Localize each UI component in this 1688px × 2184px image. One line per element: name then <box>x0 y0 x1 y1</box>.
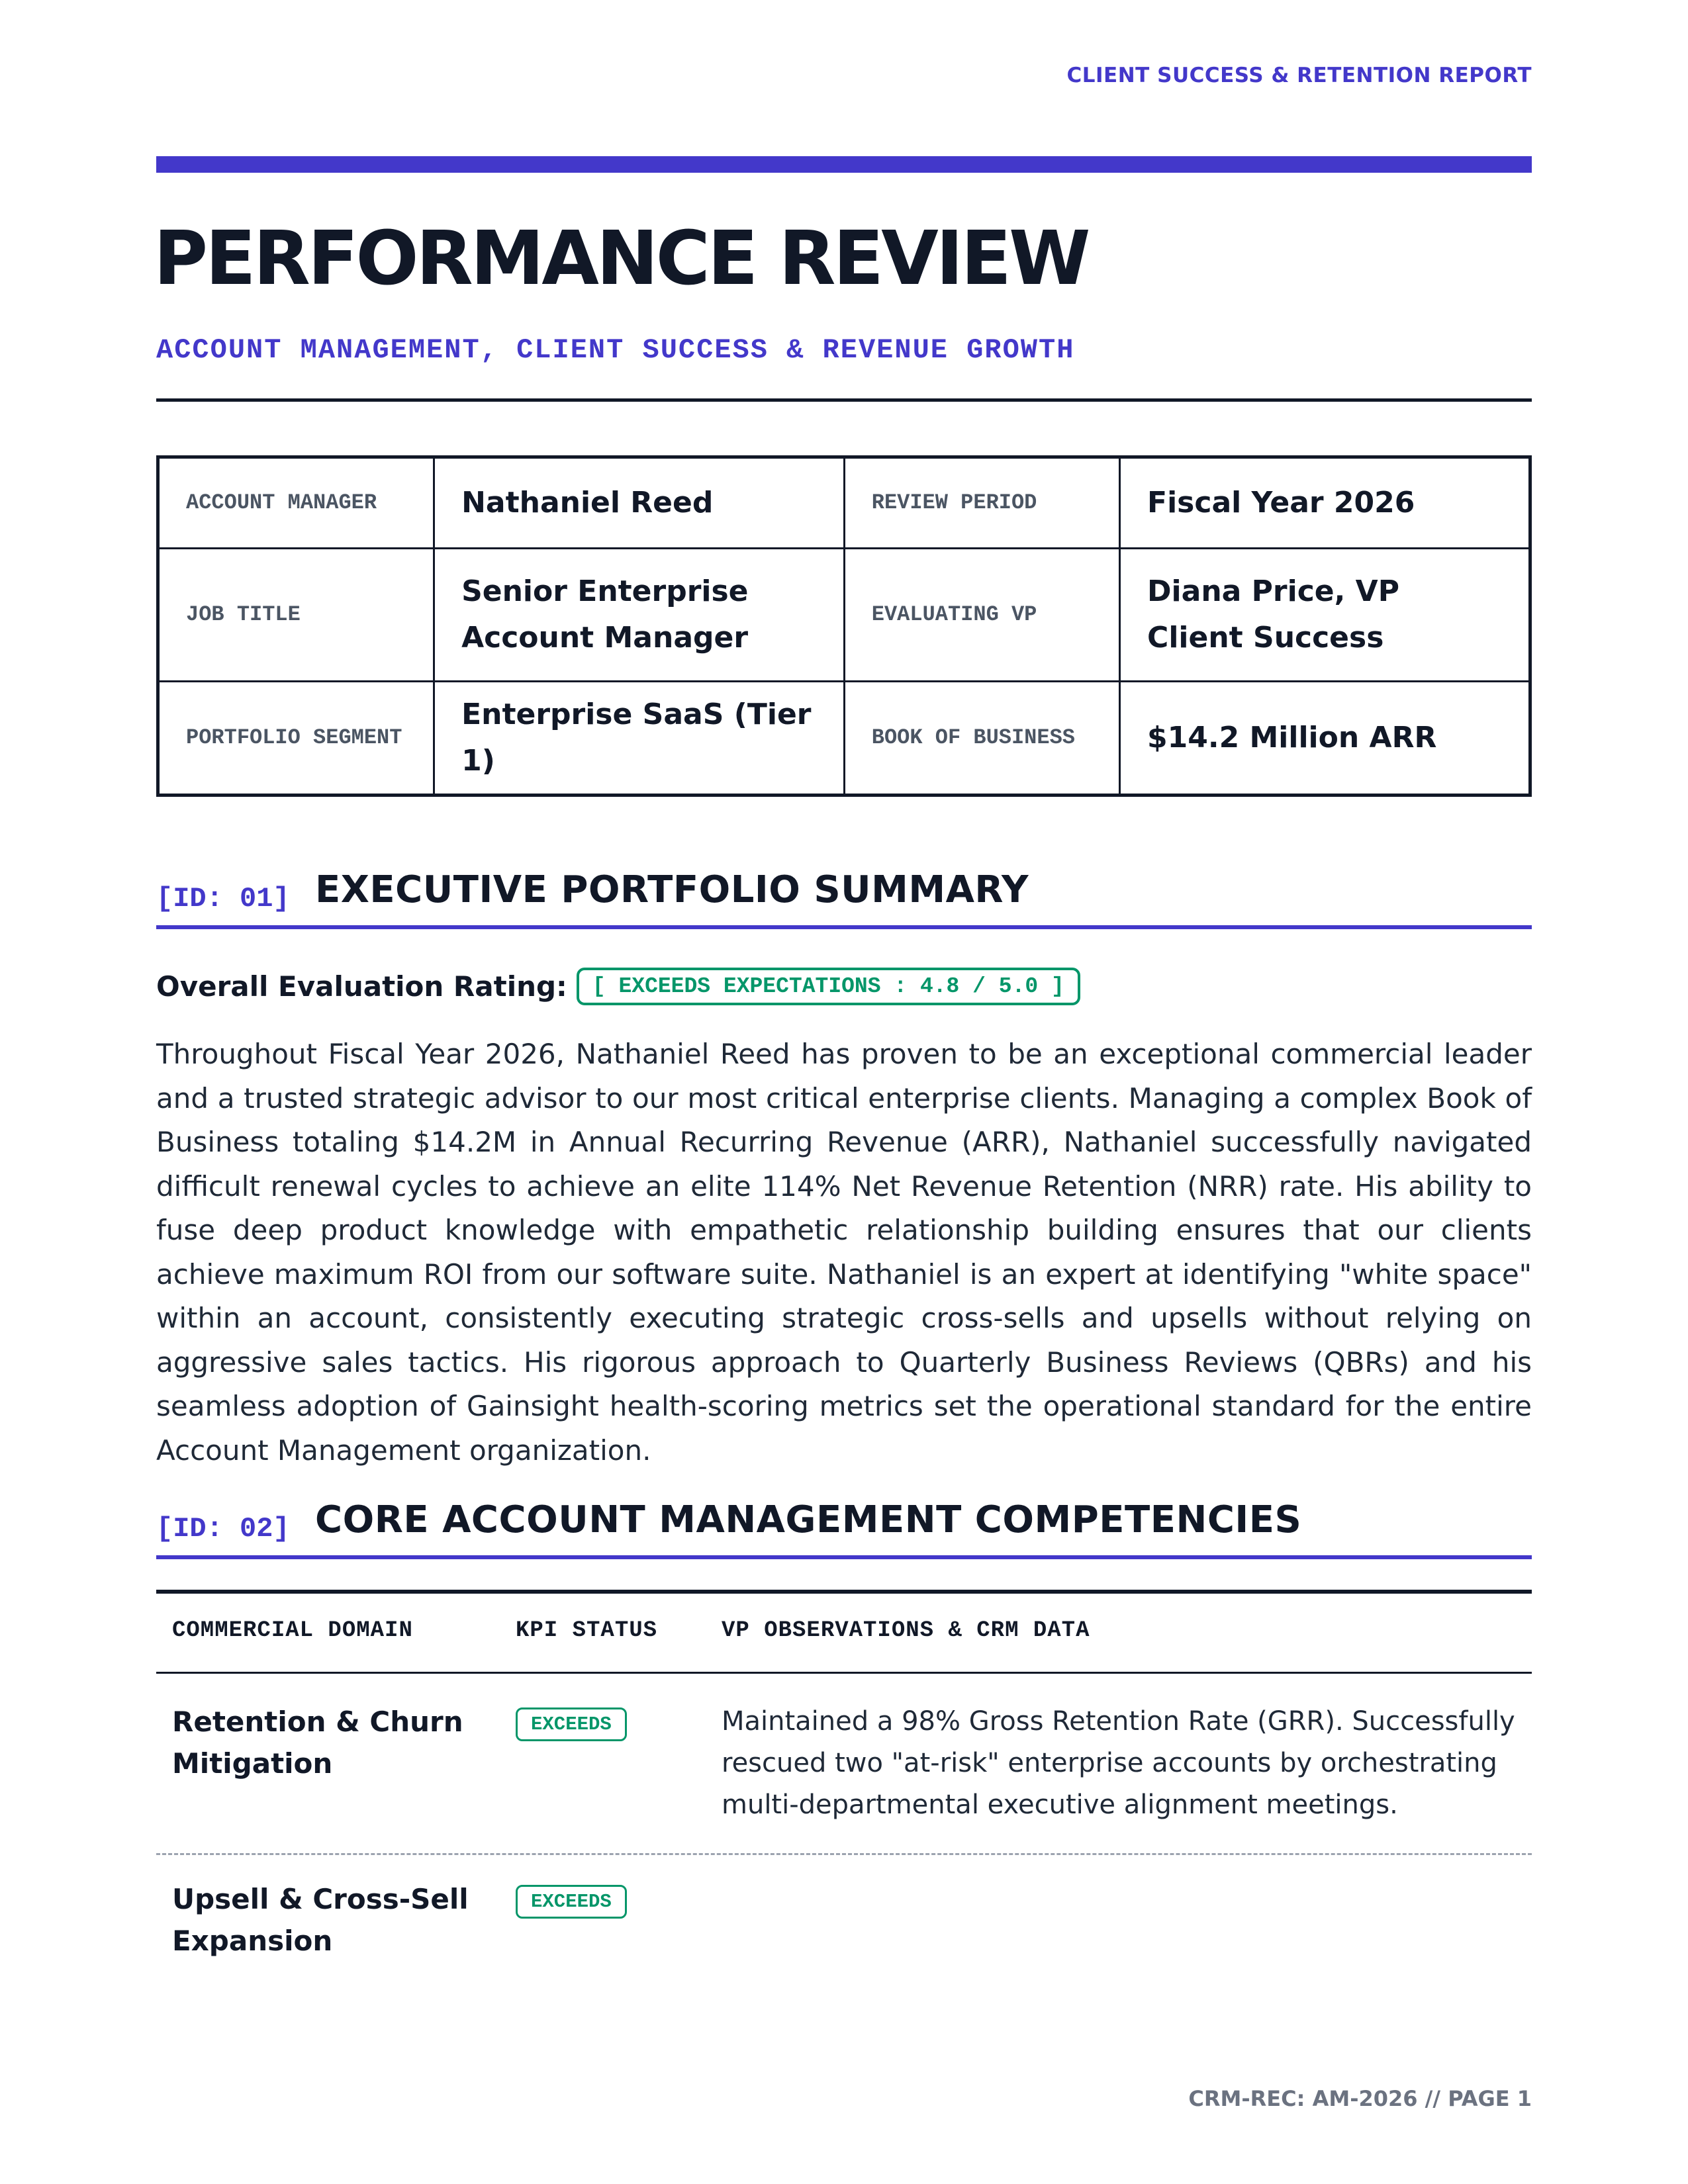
row-divider <box>156 1853 1532 1855</box>
page-title: PERFORMANCE REVIEW <box>154 216 1088 302</box>
column-header-kpi: KPI STATUS <box>516 1618 658 1643</box>
review-period-value: Fiscal Year 2026 <box>1120 457 1530 549</box>
column-header-domain: COMMERCIAL DOMAIN <box>172 1618 413 1643</box>
job-title-label: JOB TITLE <box>158 549 434 682</box>
accent-bar <box>156 156 1532 173</box>
section-id: [ID: 01] <box>156 883 290 915</box>
section-header-02 <box>156 1494 1532 1559</box>
report-label: CLIENT SUCCESS & RETENTION REPORT <box>1066 64 1532 87</box>
portfolio-segment-value: Enterprise SaaS (Tier 1) <box>434 682 845 796</box>
account-manager-value: Nathaniel Reed <box>434 457 845 549</box>
overall-rating <box>156 968 1080 1005</box>
column-header-observations: VP OBSERVATIONS & CRM DATA <box>722 1618 1090 1643</box>
section-title: EXECUTIVE PORTFOLIO SUMMARY <box>315 868 1029 911</box>
employee-info-table <box>156 455 1532 797</box>
portfolio-segment-label: PORTFOLIO SEGMENT <box>158 682 434 796</box>
kpi-status-badge: EXCEEDS <box>516 1707 627 1741</box>
competency-domain: Retention & Churn Mitigation <box>172 1706 463 1780</box>
page-footer: CRM-REC: AM-2026 // PAGE 1 <box>1188 2086 1532 2111</box>
account-manager-label: ACCOUNT MANAGER <box>158 457 434 549</box>
book-of-business-value: $14.2 Million ARR <box>1120 682 1530 796</box>
section-id: [ID: 02] <box>156 1513 290 1545</box>
competency-domain: Upsell & Cross-Sell Expansion <box>172 1883 469 1957</box>
kpi-status-badge: EXCEEDS <box>516 1885 627 1919</box>
section-header-01 <box>156 864 1532 929</box>
table-header-rule <box>156 1672 1532 1674</box>
rating-badge: [ EXCEEDS EXPECTATIONS : 4.8 / 5.0 ] <box>577 968 1080 1005</box>
evaluating-vp-value: Diana Price, VP Client Success <box>1120 549 1530 682</box>
section-title: CORE ACCOUNT MANAGEMENT COMPETENCIES <box>315 1498 1302 1541</box>
book-of-business-label: BOOK OF BUSINESS <box>844 682 1119 796</box>
executive-summary: Throughout Fiscal Year 2026, Nathaniel Reed has proven to be an exceptional commercial leader and a trusted strategic advisor to our most critical enterprise clients. Managing a complex Book of Business totaling $14.2M in Annual Recurring Revenue (ARR), Nathaniel successfully navigated difficult renewal cycles to achieve an elite 114% Net Revenue Retention (NRR) rate. His ability to fuse deep product knowledge with empathetic relationship building ensures that our clients achieve maximum ROI from our software suite. Nathaniel is an expert at identifying "white space" within an account, consistently executing strategic cross-sells and upsells without relying on aggressive sales tactics. His rigorous approach to Quarterly Business Reviews (QBRs) and his seamless adoption of Gainsight health-scoring metrics set the operational standard for the entire Account Management organization. <box>156 1038 1532 1467</box>
table-top-rule <box>156 1590 1532 1594</box>
rating-label: Overall Evaluation Rating: <box>156 970 567 1003</box>
review-period-label: REVIEW PERIOD <box>844 457 1119 549</box>
page-subtitle: ACCOUNT MANAGEMENT, CLIENT SUCCESS & REVENUE GROWTH <box>156 334 1075 366</box>
vp-observation: Maintained a 98% Gross Retention Rate (GRR). Successfully rescued two "at-risk" enterprise accounts by orchestrating multi-departmental executive alignment meetings. <box>722 1706 1515 1820</box>
evaluating-vp-label: EVALUATING VP <box>844 549 1119 682</box>
job-title-value: Senior Enterprise Account Manager <box>434 549 845 682</box>
title-divider <box>156 398 1532 402</box>
